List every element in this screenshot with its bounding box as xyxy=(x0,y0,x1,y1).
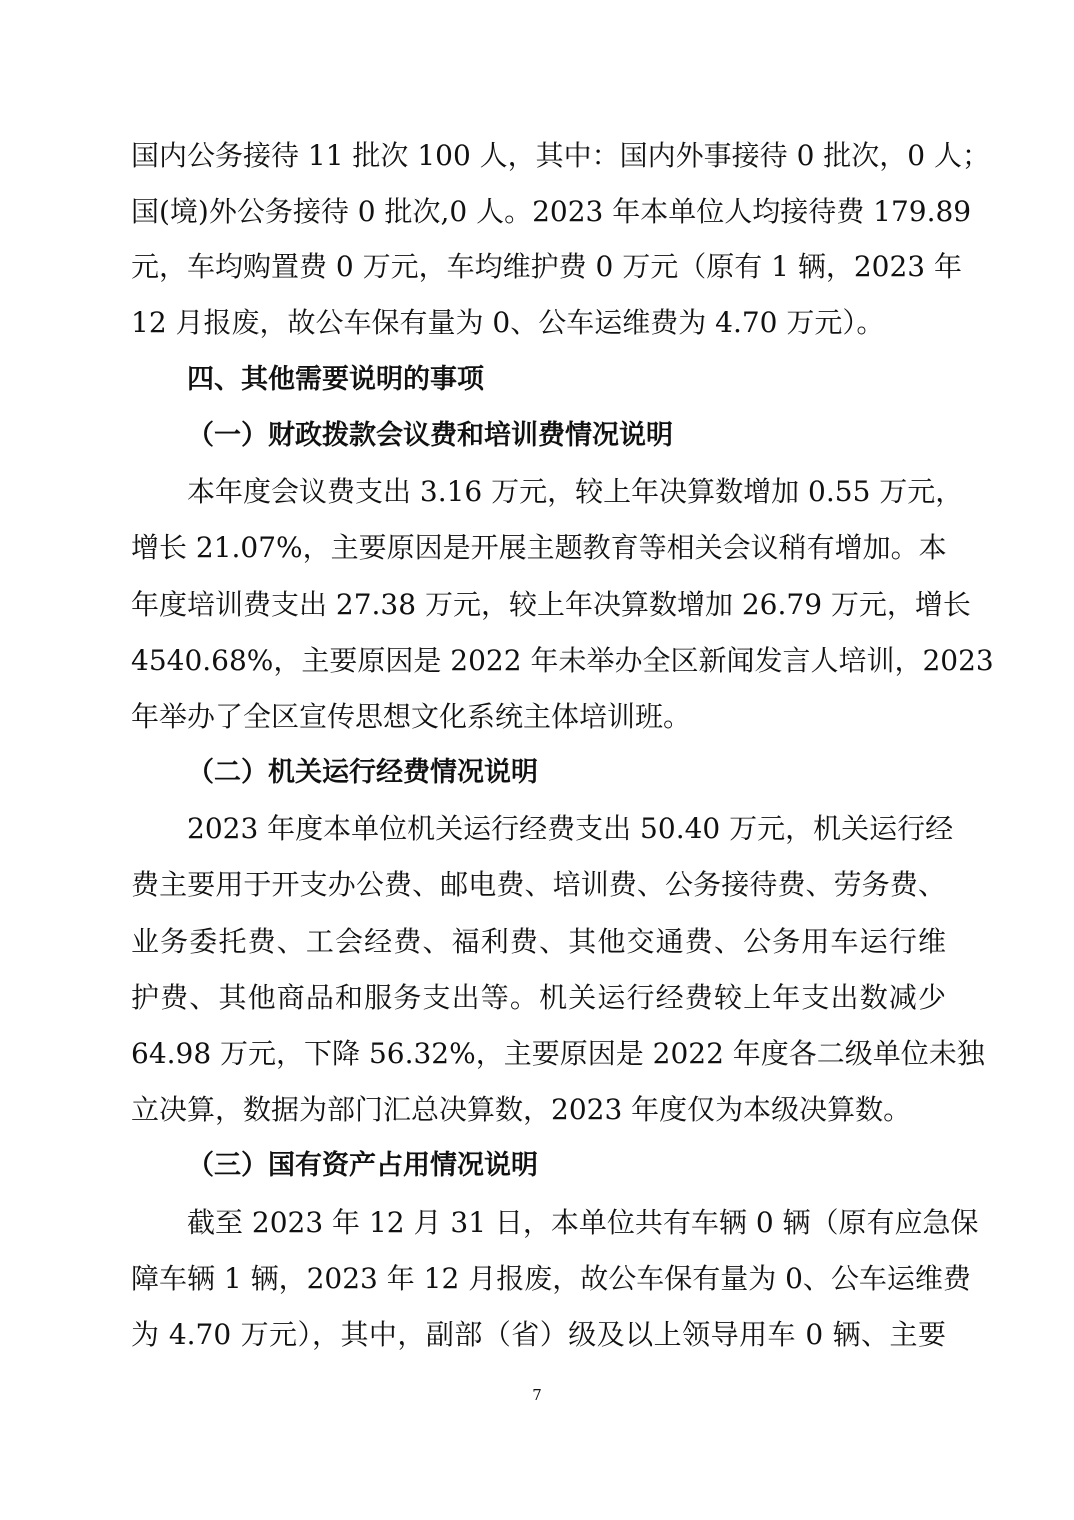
paragraph-line: 业务委托费、工会经费、福利费、其他交通费、公务用车运行维 xyxy=(131,925,946,958)
paragraph-line: 立决算，数据为部门汇总决算数，2023 年度仅为本级决算数。 xyxy=(131,1093,912,1126)
subsection-heading: （一）财政拨款会议费和培训费情况说明 xyxy=(187,420,673,451)
paragraph-line: 12 月报废，故公车保有量为 0、公车运维费为 4.70 万元）。 xyxy=(131,306,885,339)
page-number: 7 xyxy=(532,1386,542,1404)
paragraph-line: 障车辆 1 辆，2023 年 12 月报废，故公车保有量为 0、公车运维费 xyxy=(131,1262,971,1295)
paragraph-line: 护费、其他商品和服务支出等。机关运行经费较上年支出数减少 xyxy=(131,981,946,1014)
paragraph-line: 4540.68%，主要原因是 2022 年未举办全区新闻发言人培训，2023 xyxy=(131,644,994,677)
paragraph-line: 为 4.70 万元），其中，副部（省）级及以上领导用车 0 辆、主要 xyxy=(131,1318,946,1351)
paragraph-line: 增长 21.07%，主要原因是开展主题教育等相关会议稍有增加。本 xyxy=(131,531,947,564)
paragraph-line: 国内公务接待 11 批次 100 人，其中：国内外事接待 0 批次，0 人； xyxy=(131,139,991,172)
section-heading: 四、其他需要说明的事项 xyxy=(187,364,484,395)
paragraph-line: 截至 2023 年 12 月 31 日，本单位共有车辆 0 辆（原有应急保 xyxy=(187,1206,979,1239)
paragraph-line: 64.98 万元，下降 56.32%，主要原因是 2022 年度各二级单位未独 xyxy=(131,1037,985,1070)
paragraph-line: 年举办了全区宣传思想文化系统主体培训班。 xyxy=(131,700,692,733)
paragraph-line: 2023 年度本单位机关运行经费支出 50.40 万元，机关运行经 xyxy=(187,812,954,845)
paragraph-line: 元，车均购置费 0 万元，车均维护费 0 万元（原有 1 辆，2023 年 xyxy=(131,250,963,283)
paragraph-line: 年度培训费支出 27.38 万元，较上年决算数增加 26.79 万元，增长 xyxy=(131,588,971,621)
paragraph-line: 本年度会议费支出 3.16 万元，较上年决算数增加 0.55 万元， xyxy=(187,475,964,508)
paragraph-line: 费主要用于开支办公费、邮电费、培训费、公务接待费、劳务费、 xyxy=(131,868,946,901)
subsection-heading: （三）国有资产占用情况说明 xyxy=(187,1150,538,1181)
paragraph-line: 国(境)外公务接待 0 批次,0 人。2023 年本单位人均接待费 179.89 xyxy=(131,195,972,228)
subsection-heading: （二）机关运行经费情况说明 xyxy=(187,757,538,788)
